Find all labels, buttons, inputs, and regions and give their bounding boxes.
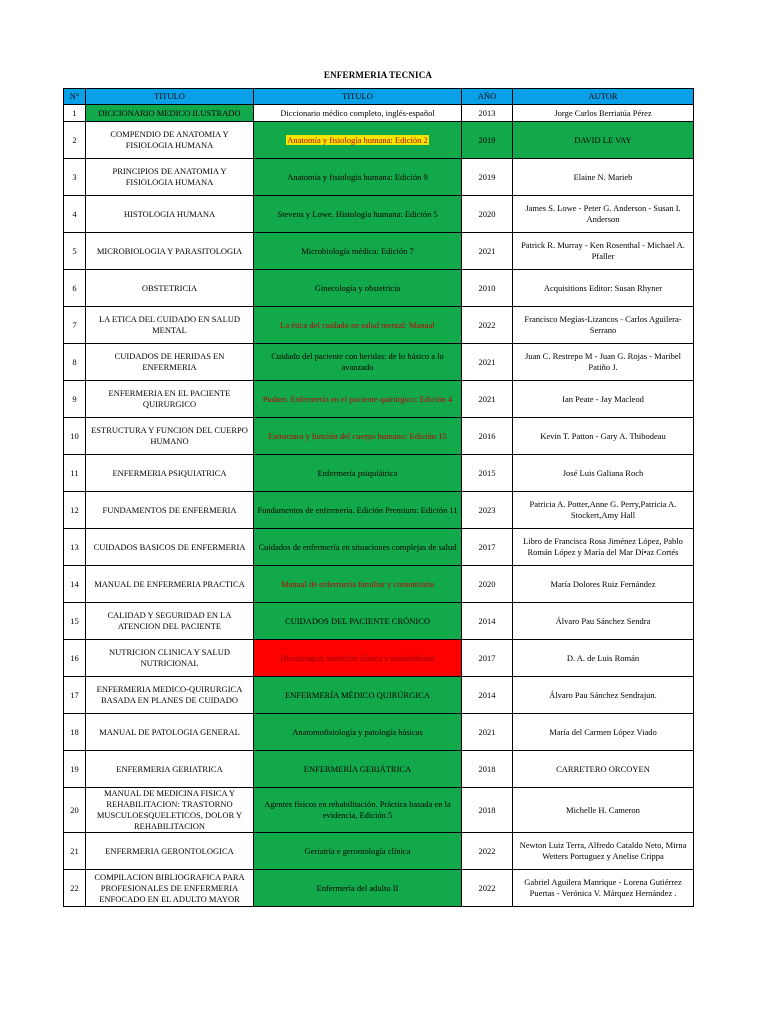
cell-num: 21 (64, 833, 86, 870)
header-num: N° (64, 89, 86, 105)
table-row (64, 677, 694, 714)
cell-num: 5 (64, 233, 86, 270)
table-row (64, 455, 694, 492)
cell-anio: 2021 (462, 233, 513, 270)
cell-num: 16 (64, 640, 86, 677)
table-row (64, 714, 694, 751)
cell-num: 7 (64, 307, 86, 344)
cell-titulo-1: LA ETICA DEL CUIDADO EN SALUD MENTAL (86, 307, 254, 344)
cell-titulo-2: Enfermería del adulto II (254, 870, 462, 907)
cell-autor: Michelle H. Cameron (513, 788, 694, 833)
cell-titulo-1: FUNDAMENTOS DE ENFERMERIA (86, 492, 254, 529)
table-row (64, 870, 694, 907)
cell-anio: 2017 (462, 640, 513, 677)
cell-anio: 2022 (462, 833, 513, 870)
header-row (64, 89, 694, 105)
cell-num: 6 (64, 270, 86, 307)
cell-anio: 2021 (462, 344, 513, 381)
cell-anio: 2022 (462, 870, 513, 907)
table-row (64, 344, 694, 381)
cell-titulo-1: CALIDAD Y SEGURIDAD EN LA ATENCION DEL PACIENTE (86, 603, 254, 640)
cell-anio: 2014 (462, 677, 513, 714)
cell-titulo-1: PRINCIPIOS DE ANATOMIA Y FISIOLOGIA HUMANA (86, 159, 254, 196)
table-row (64, 529, 694, 566)
table-row (64, 105, 694, 122)
cell-titulo-2: Manual de enfermería familiar y comunitaria (254, 566, 462, 603)
cell-autor: Francisco Megías-Lizancos - Carlos Aguilera-Serrano (513, 307, 694, 344)
table-row (64, 566, 694, 603)
cell-num: 11 (64, 455, 86, 492)
table-row (64, 418, 694, 455)
cell-autor: Patricia A. Potter,Anne G. Perry,Patricia A. Stockert,Amy Hall (513, 492, 694, 529)
cell-anio: 2019 (462, 159, 513, 196)
cell-anio: 2010 (462, 270, 513, 307)
cell-autor: Álvaro Pau Sánchez Sendra (513, 603, 694, 640)
cell-num: 2 (64, 122, 86, 159)
cell-anio: 2017 (462, 529, 513, 566)
cell-autor: Ian Peate - Jay Macleod (513, 381, 694, 418)
cell-titulo-1: MANUAL DE PATOLOGIA GENERAL (86, 714, 254, 751)
highlighted-title: Anatomía y fisiología humana: Edición 2 (287, 134, 428, 145)
cell-autor: CARRETERO ORCOYEN (513, 751, 694, 788)
header-titulo-1: TITULO (86, 89, 254, 105)
cell-autor: D. A. de Luis Román (513, 640, 694, 677)
cell-autor: María del Carmen López Viado (513, 714, 694, 751)
cell-num: 18 (64, 714, 86, 751)
cell-autor: Libro de Francisca Rosa Jiménez López, Pablo Román López y María del Mar Dí•az Cortés (513, 529, 694, 566)
cell-titulo-2: Enfermería psiquiátrica (254, 455, 462, 492)
header-anio: AÑO (462, 89, 513, 105)
cell-autor: James S. Lowe - Peter G. Anderson - Susan I. Anderson (513, 196, 694, 233)
cell-titulo-2: Pudner. Enfermería en el paciente quirúrgico: Edición 4 (254, 381, 462, 418)
cell-anio: 2015 (462, 455, 513, 492)
cell-anio: 2013 (462, 105, 513, 122)
cell-titulo-2: CUIDADOS DEL PACIENTE CRÓNICO (254, 603, 462, 640)
cell-titulo-2: Stevens y Lowe. Histología humana: Edición 5 (254, 196, 462, 233)
cell-titulo-1: HISTOLOGIA HUMANA (86, 196, 254, 233)
table-row (64, 159, 694, 196)
cell-anio: 2016 (462, 418, 513, 455)
cell-num: 3 (64, 159, 86, 196)
cell-autor: Kevin T. Patton - Gary A. Thibodeau (513, 418, 694, 455)
cell-titulo-2: Agentes físicos en rehabilitación. Práctica basada en la evidencia, Edición 5 (254, 788, 462, 833)
cell-titulo-2: Fundamentos de enfermería. Edición Premium: Edición 11 (254, 492, 462, 529)
cell-titulo-1: ESTRUCTURA Y FUNCION DEL CUERPO HUMANO (86, 418, 254, 455)
cell-autor: Acquisitions Editor: Susan Rhyner (513, 270, 694, 307)
cell-num: 1 (64, 105, 86, 122)
table-row (64, 270, 694, 307)
cell-anio: 2019 (462, 122, 513, 159)
table-row (64, 381, 694, 418)
cell-num: 14 (64, 566, 86, 603)
cell-autor: Gabriel Aguilera Manrique - Lorena Gutiérrez Puertas - Verónica V. Márquez Hernández . (513, 870, 694, 907)
cell-titulo-1: ENFERMERIA PSIQUIATRICA (86, 455, 254, 492)
cell-anio: 2014 (462, 603, 513, 640)
cell-autor: María Dolores Ruiz Fernández (513, 566, 694, 603)
table-row (64, 603, 694, 640)
cell-titulo-1: COMPILACION BIBLIOGRAFICA PARA PROFESIONALES DE ENFERMERIA ENFOCADO EN EL ADULTO MAYOR (86, 870, 254, 907)
cell-titulo-2: Estructura y función del cuerpo humano: Edición 15 (254, 418, 462, 455)
cell-titulo-1: OBSTETRICIA (86, 270, 254, 307)
table-row (64, 640, 694, 677)
table-row (64, 751, 694, 788)
cell-num: 9 (64, 381, 86, 418)
cell-titulo-1: MANUAL DE ENFERMERIA PRACTICA (86, 566, 254, 603)
cell-autor: Patrick R. Murray - Ken Rosenthal - Michael A. Pfaller (513, 233, 694, 270)
cell-autor: Newton Luiz Terra, Alfredo Cataldo Neto, Mirna Wetters Portuguez y Anelise Crippa (513, 833, 694, 870)
cell-titulo-2: Cuidado del paciente con heridas: de lo básico a lo avanzado (254, 344, 462, 381)
cell-titulo-2: ENFERMERÍA MÉDICO QUIRÚRGICA (254, 677, 462, 714)
cell-autor: Álvaro Pau Sánchez Sendrajun. (513, 677, 694, 714)
cell-num: 8 (64, 344, 86, 381)
table-row (64, 307, 694, 344)
cell-titulo-2: La ética del cuidado en salud mental: Manual (254, 307, 462, 344)
cell-titulo-2: Anatomofisiología y patología básicas (254, 714, 462, 751)
cell-titulo-1: CUIDADOS DE HERIDAS EN ENFERMERIA (86, 344, 254, 381)
cell-titulo-2: Dietoterapia, nutrición clínica y metabolismo (254, 640, 462, 677)
cell-titulo-1: MICROBIOLOGIA Y PARASITOLOGIA (86, 233, 254, 270)
cell-titulo-2: ENFERMERÍA GERIÁTRICA (254, 751, 462, 788)
cell-titulo-2: Geriatría e gerontología clínica (254, 833, 462, 870)
cell-num: 22 (64, 870, 86, 907)
cell-titulo-2: Ginecología y obstetricia (254, 270, 462, 307)
cell-num: 13 (64, 529, 86, 566)
table-row (64, 196, 694, 233)
header-titulo-2: TITULO (254, 89, 462, 105)
cell-anio: 2021 (462, 714, 513, 751)
cell-titulo-1: ENFERMERIA GERONTOLOGICA (86, 833, 254, 870)
cell-anio: 2018 (462, 751, 513, 788)
table-row (64, 492, 694, 529)
cell-num: 12 (64, 492, 86, 529)
cell-anio: 2021 (462, 381, 513, 418)
cell-autor: Juan C. Restrepo M - Juan G. Rojas - Maribel Patiño J. (513, 344, 694, 381)
cell-autor: Elaine N. Marieb (513, 159, 694, 196)
cell-anio: 2018 (462, 788, 513, 833)
cell-num: 4 (64, 196, 86, 233)
cell-autor: José Luis Galiana Roch (513, 455, 694, 492)
book-table (63, 88, 694, 907)
cell-titulo-1: ENFERMERIA EN EL PACIENTE QUIRURGICO (86, 381, 254, 418)
table-row (64, 233, 694, 270)
cell-titulo-2: Microbiología médica: Edición 7 (254, 233, 462, 270)
header-autor: AUTOR (513, 89, 694, 105)
cell-titulo-1: ENFERMERIA GERIATRICA (86, 751, 254, 788)
cell-anio: 2020 (462, 566, 513, 603)
cell-num: 10 (64, 418, 86, 455)
cell-titulo-2: Diccionario médico completo, inglés-español (254, 105, 462, 122)
cell-titulo-2: Cuidados de enfermería en situaciones complejas de salud (254, 529, 462, 566)
cell-titulo-2 (254, 122, 462, 159)
cell-anio: 2020 (462, 196, 513, 233)
cell-anio: 2022 (462, 307, 513, 344)
cell-anio: 2023 (462, 492, 513, 529)
cell-autor: DAVID LE VAY (513, 122, 694, 159)
table-row (64, 122, 694, 159)
cell-autor: Jorge Carlos Berriatúa Pérez (513, 105, 694, 122)
table-row (64, 788, 694, 833)
cell-titulo-1: NUTRICION CLINICA Y SALUD NUTRICIONAL (86, 640, 254, 677)
cell-num: 19 (64, 751, 86, 788)
cell-titulo-1: MANUAL DE MEDICINA FISICA Y REHABILITACION: TRASTORNO MUSCULOESQUELETICOS, DOLOR Y REHABILITACION (86, 788, 254, 833)
cell-titulo-1: ENFERMERIA MEDICO-QUIRURGICA BASADA EN PLANES DE CUIDADO (86, 677, 254, 714)
table-row (64, 833, 694, 870)
cell-titulo-2: Anatomía y fisiología humana: Edición 9 (254, 159, 462, 196)
cell-num: 15 (64, 603, 86, 640)
cell-num: 20 (64, 788, 86, 833)
sheet-title: ENFERMERIA TECNICA (323, 70, 433, 80)
cell-titulo-1: DICCIONARIO MEDICO ILUSTRADO (86, 105, 254, 122)
cell-titulo-1: CUIDADOS BASICOS DE ENFERMERIA (86, 529, 254, 566)
cell-titulo-1: COMPENDIO DE ANATOMIA Y FISIOLOGIA HUMANA (86, 122, 254, 159)
cell-num: 17 (64, 677, 86, 714)
